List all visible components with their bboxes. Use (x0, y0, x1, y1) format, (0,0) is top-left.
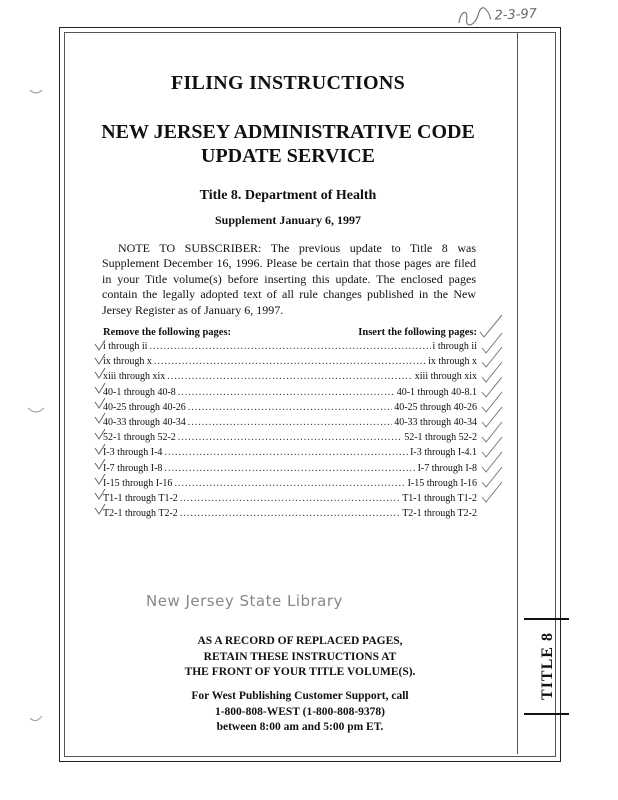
check-mark-icon (95, 504, 105, 514)
check-mark-icon (95, 368, 105, 378)
margin-scan-marks (28, 90, 44, 721)
insert-pages: 40-1 through 40-8.1 (396, 386, 477, 398)
subscriber-note: NOTE TO SUBSCRIBER: The previous update to Title 8 was Supplement December 16, 1996. Please be certain that those pages are filed in your Title volume(s) before inserting this update. The enclosed pages contain the legally adopted text of all rule changes published in the New Jersey Register as of January 6, 1997. (102, 241, 476, 317)
record-notice (160, 634, 440, 681)
check-mark-icon (480, 315, 502, 337)
check-mark-icon (482, 347, 502, 367)
check-mark-icon (95, 474, 105, 484)
insert-pages: 52-1 through 52-2 (404, 432, 477, 444)
insert-pages: T1-1 through T1-2 (402, 492, 477, 504)
check-mark-icon (95, 340, 105, 350)
library-stamp: New Jersey State Library (146, 592, 343, 610)
insert-pages: ix through x (428, 356, 477, 368)
remove-pages: 40-33 through 40-34 (103, 416, 186, 428)
check-mark-icon (95, 489, 105, 499)
remove-pages: I-15 through I-16 (103, 477, 173, 489)
support-hours: between 8:00 am and 5:00 pm ET. (216, 721, 384, 733)
stamp-date: 2-3-97 (494, 6, 538, 24)
right-checkmarks (480, 315, 502, 502)
title-department: Title 8. Department of Health (199, 188, 377, 203)
margin-mark-icon (28, 408, 44, 412)
record-line1: AS A RECORD OF REPLACED PAGES, (197, 635, 403, 647)
supplement-date: Supplement January 6, 1997 (214, 213, 362, 227)
insert-pages: I-15 through I-16 (407, 477, 477, 489)
remove-pages: T2-1 through T2-2 (103, 508, 178, 520)
remove-pages: T1-1 through T1-2 (103, 492, 178, 504)
check-mark-icon (95, 413, 105, 423)
tab-rule-top (524, 618, 569, 620)
insert-pages: I-3 through I-4.1 (410, 447, 477, 459)
remove-pages: 40-25 through 40-26 (103, 401, 186, 413)
insert-pages: I-7 through I-8 (417, 462, 477, 474)
insert-pages: i through ii (432, 341, 477, 352)
remove-pages: 40-1 through 40-8 (103, 386, 176, 398)
insert-column-header: Insert the following pages: (358, 327, 477, 338)
record-line2: RETAIN THESE INSTRUCTIONS AT (203, 650, 397, 663)
remove-pages: 52-1 through 52-2 (103, 432, 176, 444)
remove-pages: i through ii (103, 341, 148, 352)
remove-column-header: Remove the following pages: (103, 327, 232, 338)
record-line3: THE FRONT OF YOUR TITLE VOLUME(S). (184, 666, 416, 678)
filing-instructions-heading: FILING INSTRUCTIONS (170, 72, 406, 94)
left-checkmarks (95, 340, 105, 514)
remove-pages: xiii through xix (103, 371, 166, 383)
check-mark-icon (95, 383, 105, 393)
remove-pages: I-7 through I-8 (103, 462, 163, 474)
check-mark-icon (95, 354, 105, 364)
remove-pages: ix through x (103, 356, 152, 368)
customer-support-notice (160, 689, 440, 736)
tab-rule-bottom (524, 713, 569, 715)
title-tab-label: TITLE 8 (539, 632, 556, 700)
insert-pages: T2-1 through T2-2 (402, 508, 477, 520)
insert-pages: xiii through xix (414, 371, 477, 383)
check-mark-icon (95, 429, 105, 439)
code-title-line2: UPDATE SERVICE (201, 145, 375, 167)
insert-pages: 40-33 through 40-34 (394, 416, 477, 428)
insert-pages: 40-25 through 40-26 (394, 401, 477, 413)
support-phone: 1-800-808-WEST (1-800-808-9378) (214, 705, 386, 718)
check-mark-icon (95, 398, 105, 408)
support-line1: For West Publishing Customer Support, call (191, 690, 409, 702)
remove-pages: I-3 through I-4 (103, 447, 163, 459)
check-mark-icon (95, 459, 105, 469)
check-mark-icon (95, 444, 105, 454)
margin-mark-icon (30, 90, 42, 93)
margin-mark-icon (30, 716, 42, 721)
code-title-line1: NEW JERSEY ADMINISTRATIVE CODE (101, 121, 475, 143)
